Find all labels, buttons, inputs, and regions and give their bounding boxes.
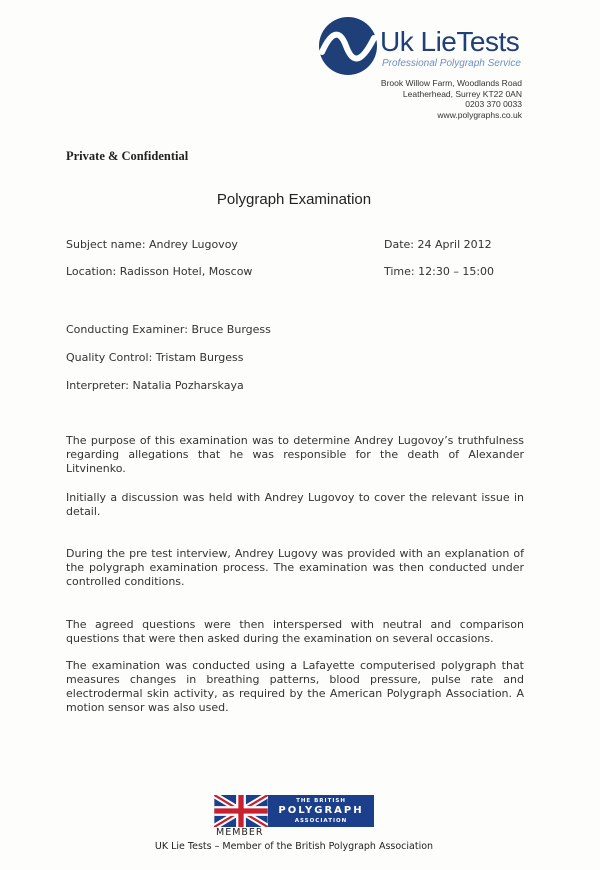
field-label: Date :	[384, 238, 418, 251]
field-value: 12:30 – 15:00	[418, 265, 495, 278]
field-value: 24 April 2012	[417, 238, 492, 251]
time-field	[384, 265, 494, 278]
field-label: Quality Control :	[66, 351, 156, 364]
badge-bottom-text: ASSOCIATION	[294, 818, 348, 824]
body-paragraph-pretest: During the pre test interview, Andrey Lugovy was provided with an explanation of the polygraph examination process. The examination was then conducted under controlled conditions.	[66, 547, 524, 588]
bpa-member-badge	[214, 795, 374, 829]
interpreter-field	[66, 379, 244, 392]
confidentiality-label: Private & Confidential	[66, 149, 189, 163]
logo-title: Uk LieTests	[380, 26, 520, 57]
union-jack-icon	[214, 795, 268, 827]
quality-control-field	[66, 351, 244, 364]
company-address	[381, 78, 522, 120]
body-paragraph-questions: The agreed questions were then interspersed with neutral and comparison questions that were then asked during the examination on several occasions.	[66, 618, 524, 645]
company-logo	[318, 12, 548, 78]
field-label: Subject name :	[66, 238, 149, 251]
badge-top-text: THE BRITISH	[296, 798, 346, 804]
logo-tagline: Professional Polygraph Service	[382, 58, 521, 69]
document-title: Polygraph Examination	[216, 191, 372, 208]
field-label: Conducting Examiner :	[66, 323, 191, 336]
field-value: Natalia Pozharskaya	[132, 379, 244, 392]
badge-main-text: POLYGRAPH	[278, 805, 364, 816]
address-line: Leatherhead, Surrey KT22 0AN	[402, 88, 522, 99]
field-value: Bruce Burgess	[191, 323, 271, 336]
body-paragraph-discussion: Initially a discussion was held with Andrey Lugovoy to cover the relevant issue in detail.	[66, 491, 524, 518]
date-field	[384, 238, 492, 251]
field-value: Tristam Burgess	[155, 351, 244, 364]
subject-field	[66, 238, 238, 251]
field-label: Location :	[66, 265, 120, 278]
body-paragraph-equipment: The examination was conducted using a Lafayette computerised polygraph that measures changes in breathing patterns, blood pressure, pulse rate and electrodermal skin activity, as required by the American Polygraph Association. A motion sensor was also used.	[66, 659, 524, 714]
membership-statement: UK Lie Tests – Member of the British Polygraph Association	[154, 841, 434, 852]
phone-number: 0203 370 0033	[465, 99, 522, 109]
examiner-field	[66, 323, 271, 336]
website-url: www.polygraphs.co.uk	[437, 109, 522, 120]
member-label: MEMBER	[216, 827, 264, 838]
wave-logo-icon	[318, 16, 378, 76]
address-line: Brook Willow Farm, Woodlands Road	[380, 78, 522, 88]
body-paragraph-purpose: The purpose of this examination was to determine Andrey Lugovoy’s truthfulness regarding allegations that he was responsible for the death of Alexander Litvinenko.	[66, 434, 524, 475]
field-value: Andrey Lugovoy	[149, 238, 238, 251]
field-label: Time :	[384, 265, 418, 278]
bpa-wordmark	[268, 795, 374, 827]
location-field	[66, 265, 252, 278]
field-value: Radisson Hotel, Moscow	[119, 265, 253, 278]
field-label: Interpreter :	[66, 379, 132, 392]
